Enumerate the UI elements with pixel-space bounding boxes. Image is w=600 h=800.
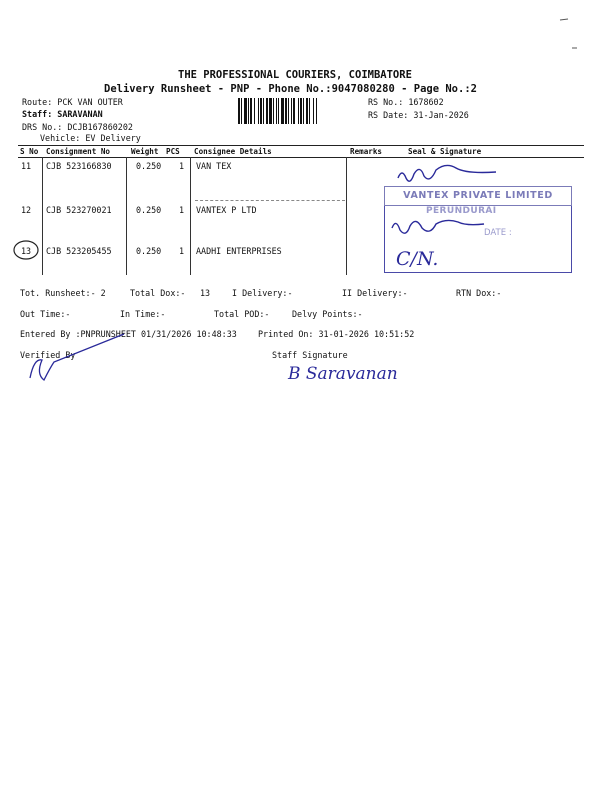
signature-row-2 — [392, 220, 484, 233]
ii-delivery: II Delivery:- — [342, 288, 408, 298]
rs-date: RS Date: 31-Jan-2026 — [368, 110, 469, 120]
runsheet-subtitle: Delivery Runsheet - PNP - Phone No.:9047080280 - Page No.:2 — [104, 83, 477, 95]
row-2-consignee: VANTEX P LTD — [196, 205, 257, 215]
tot-runsheet: Tot. Runsheet:- 2 — [20, 288, 106, 298]
total-dox-value: 13 — [200, 288, 211, 298]
row-2-sno: 12 — [21, 205, 32, 215]
stamp-location: PERUNDURAI — [426, 206, 497, 216]
row-3-consignment: CJB 523205455 — [46, 246, 112, 256]
row-1-consignment: CJB 523166830 — [46, 161, 112, 171]
staff-text: Staff: SARAVANAN — [22, 109, 103, 119]
row-3-pcs: 1 — [179, 246, 185, 256]
header-consignment: Consignment No — [46, 147, 111, 156]
route-text: Route: PCK VAN OUTER — [22, 97, 123, 107]
printed-on: Printed On: 31-01-2026 10:51:52 — [258, 329, 415, 339]
row-1-weight: 0.250 — [136, 161, 162, 171]
i-delivery: I Delivery:- — [232, 288, 293, 298]
total-dox-label: Total Dox:- — [130, 288, 186, 298]
header-weight: Weight — [131, 147, 159, 156]
company-stamp: VANTEX PRIVATE LIMITED — [384, 186, 572, 206]
out-time: Out Time:- — [20, 309, 71, 319]
delvy-points: Delvy Points:- — [292, 309, 363, 319]
total-pod: Total POD:- — [214, 309, 270, 319]
row-2-weight: 0.250 — [136, 205, 162, 215]
row-3-sno: 13 — [21, 246, 32, 256]
row-1-pcs: 1 — [179, 161, 185, 171]
header-pcs: PCS — [166, 147, 180, 156]
row-1-consignee: VAN TEX — [196, 161, 232, 171]
rtn-dox: RTN Dox:- — [456, 288, 502, 298]
header-consignee: Consignee Details — [194, 147, 272, 156]
verified-by-signature — [30, 334, 124, 380]
company-title: THE PROFESSIONAL COURIERS, COIMBATORE — [178, 69, 412, 81]
header-remarks: Remarks — [350, 147, 383, 156]
stamp-date-label: DATE : — [484, 228, 512, 238]
row-3-consignee: AADHI ENTERPRISES — [196, 246, 282, 256]
header-sno: S No — [20, 147, 39, 156]
row-3-weight: 0.250 — [136, 246, 162, 256]
handwritten-staff-signature: B Saravanan — [288, 364, 398, 384]
drs-number: DRS No.: DCJB167860202 — [22, 122, 133, 132]
sno-13-circle — [14, 241, 38, 259]
entered-by: Entered By :PNPRUNSHEET 01/31/2026 10:48:33 — [20, 329, 237, 339]
row-2-consignment: CJB 523270021 — [46, 205, 112, 215]
rs-number: RS No.: 1678602 — [368, 97, 444, 107]
signature-row-1 — [398, 165, 496, 181]
corner-mark-top — [560, 19, 568, 20]
row-1-sno: 11 — [21, 161, 32, 171]
verified-by-label: Verified By — [20, 350, 76, 360]
row-2-pcs: 1 — [179, 205, 185, 215]
header-seal: Seal & Signature — [408, 147, 482, 156]
in-time: In Time:- — [120, 309, 166, 319]
vehicle-text: Vehicle: EV Delivery — [40, 133, 141, 143]
handwritten-cn-note: C/N. — [396, 248, 439, 270]
staff-signature-label: Staff Signature — [272, 350, 348, 360]
